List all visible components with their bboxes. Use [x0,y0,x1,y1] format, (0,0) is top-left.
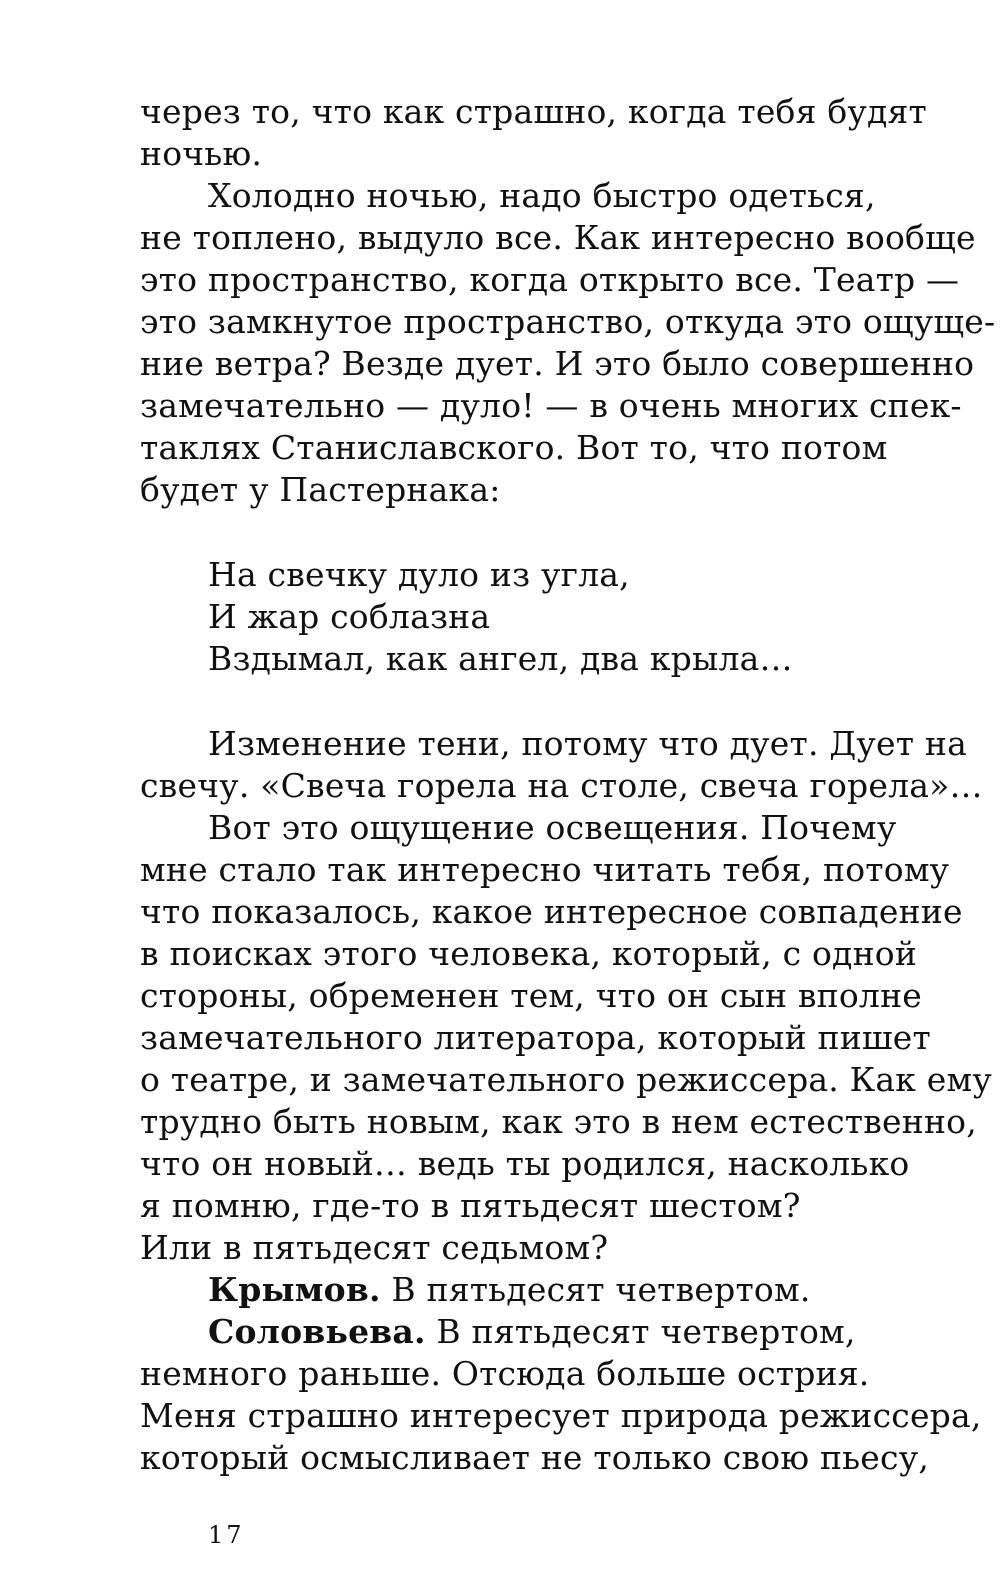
page-number: 17 [208,1521,245,1549]
speaker-text: В пятьдесят четвертом. [380,1270,811,1309]
text-line: стороны, обременен тем, что он сын вполне [140,976,923,1015]
poem-line: Вздымал, как ангел, два крыла… [208,639,793,678]
text-line: будет у Пастернака: [140,470,501,509]
dialogue-line-krymov [208,1270,811,1310]
text-line: свечу. «Свеча горела на столе, свеча горела»… [140,766,983,805]
text-line: Вот это ощущение освещения. Почему [208,808,897,847]
text-line: замечательно — дуло! — в очень многих спек- [140,386,962,425]
text-line: ночью. [140,134,263,173]
text-line: не топлено, выдуло все. Как интересно вообще [140,218,976,257]
text-line: о театре, и замечательного режиссера. Как ему [140,1060,992,1099]
text-line: что он новый… ведь ты родился, насколько [140,1144,910,1183]
text-line: через то, что как страшно, когда тебя будят [140,92,928,131]
speaker-name: Соловьева. [208,1312,426,1351]
text-line: замечательного литератора, который пишет [140,1018,931,1057]
poem-line: И жар соблазна [208,597,491,636]
text-line: что показалось, какое интересное совпадение [140,892,963,931]
speaker-name: Крымов. [208,1270,381,1309]
text-line: Или в пятьдесят седьмом? [140,1228,609,1267]
text-line: это замкнутое пространство, откуда это ощуще- [140,302,996,341]
speaker-text: В пятьдесят четвертом, [425,1312,856,1351]
text-line: трудно быть новым, как это в нем естественно, [140,1102,977,1141]
text-line: это пространство, когда открыто все. Театр — [140,260,960,299]
dialogue-line-solovyova [208,1312,856,1352]
poem-line: На свечку дуло из угла, [208,555,630,594]
text-line: таклях Станиславского. Вот то, что потом [140,428,888,467]
text-line: Меня страшно интересует природа режиссера, [140,1396,982,1435]
text-line: в поисках этого человека, который, с одной [140,934,918,973]
text-line: который осмысливает не только свою пьесу, [140,1438,930,1477]
text-line: я помню, где-то в пятьдесят шестом? [140,1186,801,1225]
text-line: Холодно ночью, надо быстро одеться, [208,176,876,215]
text-line: немного раньше. Отсюда больше острия. [140,1354,870,1393]
text-line: ние ветра? Везде дует. И это было совершенно [140,344,975,383]
text-line: Изменение тени, потому что дует. Дует на [208,724,967,763]
text-line: мне стало так интересно читать тебя, потому [140,850,950,889]
